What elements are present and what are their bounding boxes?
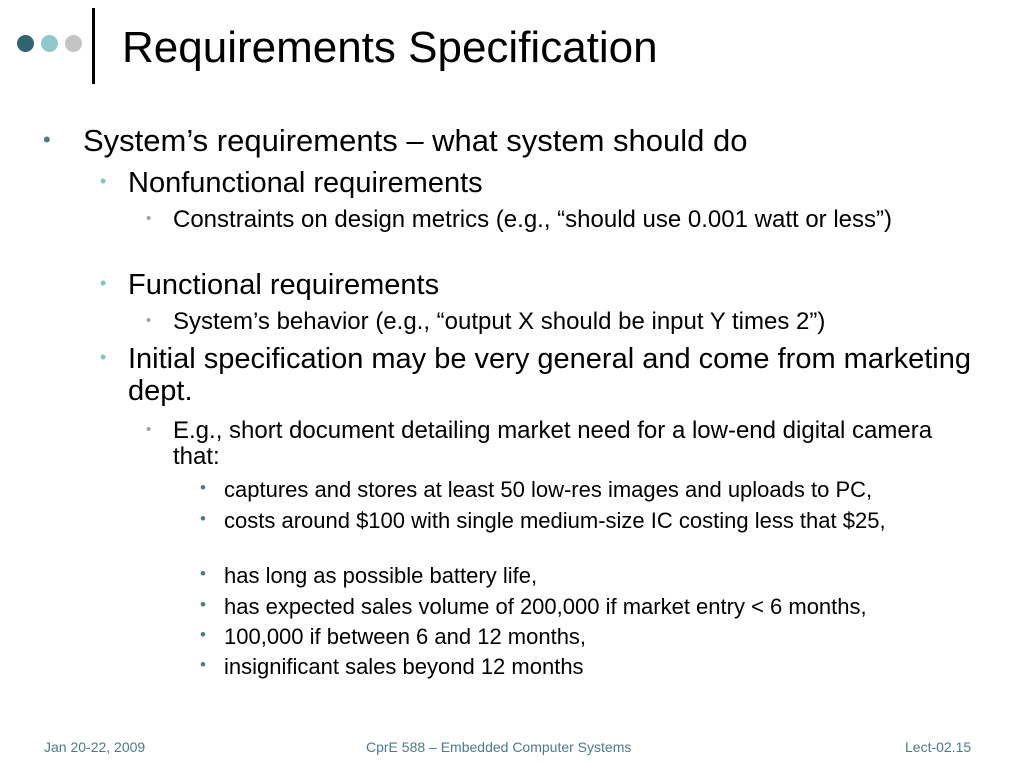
bullet-marker: • xyxy=(200,478,206,497)
bullet-text: Initial specification may be very general and come from marketing dept. xyxy=(128,343,971,407)
bullet-marker: • xyxy=(146,421,152,438)
bullet-text: System’s requirements – what system should do xyxy=(83,123,748,158)
bullet-marker: • xyxy=(146,312,152,329)
bullet-text: E.g., short document detailing market need for a low-end digital camera that: xyxy=(173,417,933,470)
bullet-text: captures and stores at least 50 low-res images and uploads to PC, xyxy=(224,477,873,502)
bullet-text: System’s behavior (e.g., “output X should be input Y times 2”) xyxy=(173,308,826,335)
bullet-marker: • xyxy=(200,564,206,583)
slide-title: Requirements Specification xyxy=(122,23,658,72)
bullet-text: costs around $100 with single medium-size IC costing less that $25, xyxy=(224,508,886,533)
bullet-marker: • xyxy=(100,273,107,293)
bullet-marker: • xyxy=(200,655,206,674)
footer-page: Lect-02.15 xyxy=(905,739,972,755)
bullet-marker: • xyxy=(200,625,206,644)
bullet-text: has expected sales volume of 200,000 if market entry < 6 months, xyxy=(224,594,867,619)
bullet-marker: • xyxy=(200,595,206,614)
footer-date: Jan 20-22, 2009 xyxy=(44,739,146,755)
bullet-marker: • xyxy=(100,171,107,191)
footer-course: CprE 588 – Embedded Computer Systems xyxy=(366,739,632,755)
bullet-marker: • xyxy=(43,127,51,152)
bullet-text: has long as possible battery life, xyxy=(224,563,538,588)
bullet-text: insignificant sales beyond 12 months xyxy=(224,654,584,679)
bullet-marker: • xyxy=(200,509,206,528)
bullet-text: Constraints on design metrics (e.g., “should use 0.001 watt or less”) xyxy=(173,206,892,233)
bullet-marker: • xyxy=(146,210,152,227)
bullet-text: Nonfunctional requirements xyxy=(128,167,483,199)
bullet-marker: • xyxy=(100,347,107,367)
bullet-text: 100,000 if between 6 and 12 months, xyxy=(224,624,587,649)
bullet-text: Functional requirements xyxy=(128,269,440,301)
